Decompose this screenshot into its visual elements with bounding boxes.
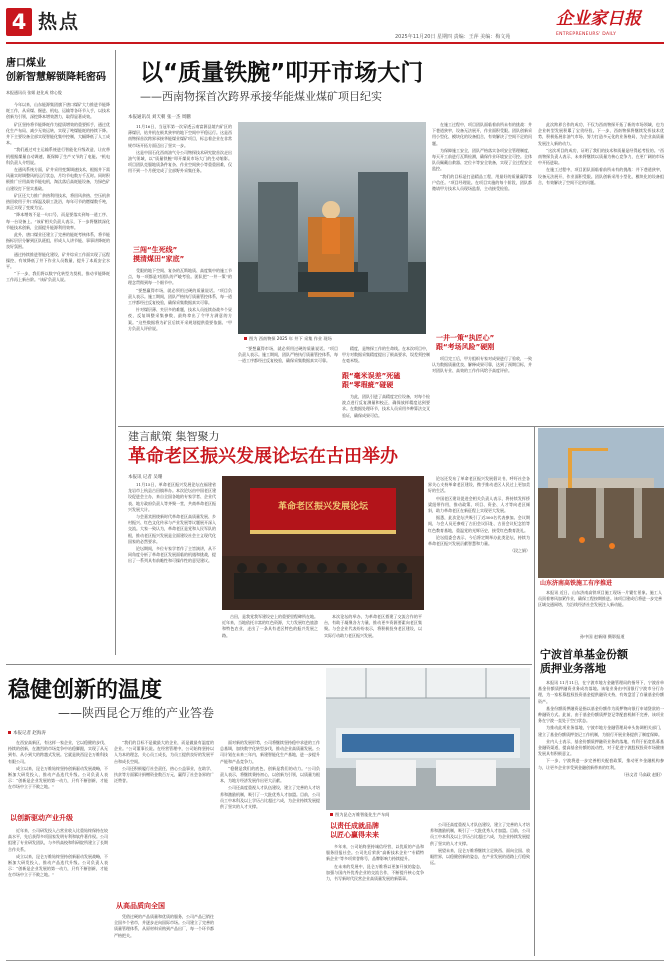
paragraph: “这次项目的成功，证明了我们的技术和质量是经得起考验的。”西南物探负责人表示，未来将继续以质量为核心竞争力，在更广阔的市场中开拓进取。: [538, 147, 664, 166]
paragraph: 本报讯 近日，山东济南高铁项目施工现场一片繁忙景象。施工人员顶着寒风加紧作业，确保工程按期推进。该项目建成后将进一步完善区域交通网络，为沿线经济社会发展注入新动能。: [538, 590, 662, 608]
mid-story-byline: 本报讯 记者 吴珊: [128, 475, 163, 480]
main-col-1: [128, 124, 232, 242]
rail-credit: 孙中国 赵新刚 摄影报道: [580, 634, 625, 639]
forum-illustration: [222, 476, 424, 610]
paragraph: 今年以来，山东能源集团旗下唐口煤矿大力推进节能降耗工作，从采煤、掘进、机电、运输等各环节入手，以技术创新为引领，深挖降本增效潜力，取得显著成效。: [6, 102, 110, 120]
right-story-body: [538, 680, 664, 958]
paragraph: 11月16日，当冠军第一次穿透云南富源县境内矿区的薄煤层，钻井机在极其狭窄的地下空间中平稳运行。这是西南物探首次跨界承接华能煤业煤矿项目，标志着企业在非常规市场开拓方面迈出了坚实一步。: [128, 124, 232, 148]
paragraph: 精度，是物探工作的生命线。在本次项目中，甲方对数据采集精度提出了极高要求，误差须控制在毫米级。: [342, 346, 430, 364]
section-divider: [6, 664, 532, 665]
paragraph: “我们的目标不是做最大的企业，而是做最有温度的企业。”公司董事长说。在经营管理中，公司始终坚持以人为本的理念，关心员工成长，为员工提供良好的发展平台和成长空间。: [114, 740, 214, 764]
main-col-2: [238, 346, 338, 420]
main-col2-subhead: 跟“毫米误差”死磕 跟“零瑕疵”碰硬: [342, 372, 401, 389]
paragraph: 为推动此项业务落地，宁波市地方金融管理局牵头协调相关部门，建立了基金份额质押登记工作机制，为银行开展业务提供了制度保障。: [538, 725, 664, 737]
bottom-story-subtitle: ——陕西昆仑万维的产业答卷: [58, 706, 215, 720]
rail-illustration: [538, 428, 664, 578]
paragraph: “稳健是我们的底色，创新是我们的动力。”公司负责人表示，将继续秉持初心，以创新为引领，以质量为根本，为地方经济发展作出更大贡献。: [220, 765, 320, 784]
paragraph: 11月15日，革命老区振兴发展论坛在福建省龙岩市上杭县古田镇举办。本次论坛由中国老区建设促进会主办，来自全国各地的专家学者、企业代表、地方政府负责人等齐聚一堂，共商革命老区振兴发展大计。: [128, 482, 216, 512]
paragraph: 据悉，此次论坛共吸引了近300名代表参加。会议期间，与会人员还参观了古田会议旧址、古田会议纪念馆等红色教育基地，重温党的光辉历史，接受红色教育洗礼。: [428, 515, 530, 533]
main-story-subtitle: ——西南物探首次跨界承接华能煤业煤矿项目纪实: [140, 90, 382, 103]
paragraph: “下一步，我们将以数字化转型为契机，推动节能降耗工作再上新台阶。”该矿负责人说。: [6, 271, 110, 283]
paragraph: 多年来，公司始终坚持诚信经营，以优质的产品和服务回报社会。公司先后荣获“高新技术企业”“专精特新企业”等多项荣誉称号，品牌影响力持续提升。: [326, 844, 424, 862]
masthead: 企业家日报: [556, 9, 641, 29]
forum-banner-text: 革命老区振兴发展论坛: [277, 502, 368, 512]
paragraph: 为保障施工安全，团队严格落实各项安全管理制度，每天开工前进行瓦斯检测，确保作业环境安全可控。全体队员佩戴自救器、定位卡等安全装备，实现了全过程安全监控。: [432, 147, 532, 172]
page-header: [0, 0, 670, 44]
factory-photo-caption: [330, 812, 389, 818]
bottom-story-byline: [8, 730, 46, 736]
paragraph: “降本增效不是一句口号，而是要落实到每一道工序、每一台设备上。”该矿相关负责人表示，下一步将继续深化节能技术创新，全面提升能源利用效率。: [6, 212, 110, 230]
mid-story-title: 革命老区振兴发展论坛在古田举办: [128, 446, 398, 467]
rail-caption-title: 山东济南高铁施工有序推进: [540, 580, 613, 587]
paragraph: 针对煤层薄、夹层多的难题，技术人员连续奋战多个昼夜，反复调整采集参数，最终拿出了令甲方满意的方案。“这些数据将为矿区后续开采规划提供重要依据。”甲方负责人评价说。: [128, 307, 232, 331]
bottom-col-3: [220, 740, 320, 958]
bottom-col1-subhead: 以创新驱动产业升级: [10, 814, 73, 822]
paragraph: 在未来的发展中，昆仑万维将以更加开放的姿态，加强与国内外优秀企业的交流合作，不断提升核心竞争力，书写新时代民营企业高质量发展的新篇章。: [326, 863, 424, 882]
factory-illustration: [326, 668, 530, 810]
bottom-col4-subhead: 以责任成就品牌 以匠心赢得未来: [330, 822, 379, 839]
bottom-col-2b: [114, 914, 214, 958]
paragraph: 矿区坚持将节能降耗作为提质增效的重要抓手，通过优化生产布局、减少无效运转，实现了吨煤能耗的持续下降。井下主要设备全部实现智能化集中控制，大幅降低了人工成本。: [6, 121, 110, 146]
left-story-body: [6, 102, 110, 652]
left-story-title-1: 唐口煤业: [6, 58, 46, 69]
paragraph: 在施工过程中，项目团队面临着前所未有的挑战：井下巷道狭窄，设备无法展开，作业面积受限。团队创新采用小型化、模块化的设备组合，有效解决了空间不足的问题。: [432, 122, 532, 146]
mid-col-3: [324, 614, 422, 660]
red-square-icon: [330, 813, 333, 816]
paragraph: 通过持续推进智能化建设，矿井综采工作面实现了远程操控，有效降低了井下作业人员数量，提升了本质安全水平。: [6, 251, 110, 270]
paragraph: 项目完工后，甲方组织专家对成果进行了验收，一致认为数据质量优良、解释成果可靠，达到了预期目标，并对团队专业、高效的工作作风给予高度评价。: [432, 356, 532, 374]
paragraph: 论坛组委会表示，今后将定期举办此类论坛，持续为革命老区振兴发展贡献智慧和力量。: [428, 534, 530, 547]
mid-col-1: [128, 482, 216, 660]
bottom-col-1b: [8, 828, 108, 958]
red-square-icon: [8, 731, 11, 734]
rail-caption-text: [538, 590, 662, 632]
main-col-1b: [128, 268, 232, 346]
bottom-col-4: [326, 844, 424, 958]
main-story-photo: [238, 122, 426, 334]
main-col-4: [538, 122, 664, 422]
mid-col-2: [222, 614, 318, 660]
paragraph: 凭借过硬的产品质量和优质的服务，公司产品已销往全国多个省市，并逐步走向国际市场。公司建立了完善的质量管理体系，从原材料采购到产品出厂，每一个环节都严格把关。: [114, 914, 214, 938]
main-col1-subhead: 三闯“生死线” 摸清煤田“家底”: [133, 246, 185, 263]
main-col-3b: [432, 356, 532, 422]
paragraph: 在通风系统方面，矿井采用变频调速技术，根据井下需风量实时调整风机运行状态，月均节电数万千瓦时。同时积极推广应用高效节能电机，淘汰落后高耗能设备，为绿色矿山建设打下坚实基础。: [6, 167, 110, 191]
section-divider: [118, 426, 664, 427]
rail-photo: [538, 428, 664, 578]
factory-photo: [326, 668, 530, 810]
caption-text: 图为 西南物探 2025 年 井下 采集 作业 现场: [249, 336, 332, 341]
paragraph: 业内人士表示，基金份额质押融资业务的落地，有利于拓宽私募基金融资渠道，提高基金份额的流动性，对于促进宁波股权投资市场健康发展具有积极意义。: [538, 738, 664, 757]
main-col-2c: [342, 394, 430, 424]
left-story: [6, 50, 112, 655]
left-story-byline: 本报通讯员 张姬 赵化成 徐心俊: [6, 90, 62, 95]
paragraph: 这是中国石化西南油气分公司物探技术研究院首次走出油气领域，以“质量铁腕”叩开煤炭市场大门的生动缩影。项目团队克服地质条件复杂、作业空间狭小等重重困难，仅用不到一个月便完成了全部野外采集任务。: [128, 149, 232, 174]
paragraph: 论坛期间，多位专家学者作了主旨演讲，从不同角度分析了革命老区发展面临的机遇和挑战，提出了一系列具有前瞻性和可操作性的意见建议。: [128, 546, 216, 564]
bottom-col-2: [114, 740, 214, 900]
left-story-title-2: 创新智慧解锁降耗密码: [6, 72, 106, 83]
masthead-en: ENTREPRENEURS' DAILY: [556, 32, 617, 37]
section-name: 热点: [38, 11, 81, 33]
paragraph: （孙文君 马高政 赵阳）: [621, 771, 664, 777]
footer-rule: [6, 960, 664, 961]
right-story-title-2: 质押业务落地: [540, 662, 606, 675]
paragraph: 古田，是我党我军建设史上的重要里程碑所在地。近年来，当地依托丰富的红色资源，大力发展红色旅游和特色农业，走出了一条具有老区特色的振兴发展之路。: [222, 614, 318, 638]
paragraph: 公司还积极履行社会责任，热心公益事业，在助学、扶贫等方面累计捐赠资金数百万元，赢得了社会各界的广泛赞誉。: [114, 765, 214, 784]
paragraph: 论坛还发布了革命老区振兴发展倡议书，呼吁社会各界关心支持革命老区建设，携手推动老区人民过上更加美好的生活。: [428, 476, 530, 494]
page-number: 4: [11, 10, 27, 34]
paragraph: 受限的地下空间、复杂的瓦斯地质、高度集中的施工节点，每一项都是对团队的严峻考验。团队把“一井一策”的理念贯彻到每一个细节中。: [128, 268, 232, 286]
paragraph: “我们的目标是打造精品工程，用最好的质量赢得客户信任。”项目经理说。在项目实施的每个阶段，团队都邀请甲方技术人员现场监督，主动接受检验。: [432, 173, 532, 192]
main-story-title: 以“质量铁腕”叩开市场大门: [140, 60, 424, 86]
paragraph: 与会嘉宾围绕新时代革命老区高质量发展、乡村振兴、红色文化传承与产业发展等议题展开深入交流。大家一致认为，革命老区是党和人民军队的根，推动老区振兴发展是全面建设社会主义现代化国家的必然要求。: [128, 514, 216, 544]
bottom-col-5: [430, 822, 530, 958]
bottom-story-title: 稳健创新的温度: [8, 678, 163, 703]
paragraph: 成立以来，昆仑万维始终坚持创新驱动发展战略，不断加大研发投入，推动产品迭代升级。公司负责人表示：“创新是企业发展的第一动力，只有不断创新，才能在市场中立于不败之地。”: [8, 765, 108, 790]
paragraph: 本报讯 11月11日，在宁波市地方金融管理局的指导下，宁波首单基金份额质押融资业务成功落地。该笔业务由中国银行宁波市分行办理，为一家私募股权投资基金提供融资支持，有效盘活了存量基金份额资产。: [538, 680, 664, 704]
paragraph: 下一步，宁波将进一步完善相关配套政策，推动更多金融机构参与，让更多企业享受到金融创新带来的红利。: [538, 758, 664, 770]
right-story-title-1: 宁波首单基金份额: [540, 648, 628, 661]
mid-col-4: [428, 476, 530, 660]
paragraph: （段之娟）: [510, 548, 530, 554]
paragraph: 在西安高新区，有这样一家企业，它以稳健的步伐、持续的创新，在激烈的市场竞争中站稳脚跟，实现了从无到有、从小到大的跨越式发展。它就是陕西昆仑万维科技有限公司。: [8, 740, 108, 764]
page-number-badge: [6, 8, 32, 36]
bottom-col2-subhead: 从高品质向全国: [116, 902, 165, 910]
paragraph: 成立以来，昆仑万维始终坚持创新驱动发展战略，不断加大研发投入，推动产品迭代升级。公司负责人表示：“创新是企业发展的第一动力，只有不断创新，才能在市场中立于不败之地。”: [8, 853, 108, 878]
bottom-col-1: [8, 740, 108, 812]
date-line: 2025年11月20日 星期四 责编：王萍 美编：梅文苑: [395, 34, 511, 40]
main-col3-subhead: 一井一策“执匠心” 跟“考场风险”硬刚: [436, 334, 495, 351]
paragraph: 此外，唐口煤业还建立了完善的能耗考核体系，将节能指标层层分解到区队班组，形成人人讲节能、事事讲降耗的良好氛围。: [6, 232, 110, 250]
column-divider: [115, 50, 116, 655]
paragraph: 基金份额质押融资是指以基金份额作为质押物向银行申请贷款的一种融资方式。此前，由于基金份额质押登记等配套机制不完善，该项业务在宁波一直处于空白状态。: [538, 705, 664, 724]
header-rule: [6, 42, 664, 44]
red-square-icon: [244, 337, 247, 340]
main-photo-caption: [244, 336, 430, 342]
paragraph: 本次论坛的举办，为革命老区搭建了交流合作的平台，有助于凝聚各方力量，推动更多资源要素向老区集聚。与会企业代表纷纷表示，将积极投身老区建设，以实际行动助力老区振兴发展。: [324, 614, 422, 638]
main-story-byline: 本报通讯员 刘天朝 张一杰 周鹏: [128, 115, 191, 120]
paragraph: 在施工过程中，项目团队面临着前所未有的挑战：井下巷道狭窄，设备无法展开，作业面积受限。团队创新采用小型化、模块化的设备组合，有效解决了空间不足的问题。: [538, 167, 664, 185]
main-col-2b: [342, 346, 430, 370]
paragraph: 矿区还大力推广余热利用技术，将回风余热、空压机余热回收用于井口保温及职工洗浴，每年可节约燃煤数千吨，真正实现了变废为宝。: [6, 192, 110, 211]
paragraph: 展望未来，昆仑万维将继续立足陕西、面向全国、放眼世界，以稳健创新的姿态，在产业发展的道路上行稳致远。: [430, 847, 530, 866]
byline-text: 本报记者 赵海涛: [13, 731, 46, 736]
paragraph: “要想赢得市场，就必须用过硬的质量说话。”项目负责人表示。施工期间，团队严格执行质量管控体系，每一道工序都经过反复校验，确保采集数据真实可靠。: [238, 346, 338, 364]
paragraph: “要想赢得市场，就必须用过硬的质量说话。”项目负责人表示。施工期间，团队严格执行质量管控体系，每一道工序都经过反复校验，确保采集数据真实可靠。: [128, 287, 232, 306]
main-photo-illustration: [238, 122, 426, 334]
caption-text: 图为昆仑万维智能化生产车间: [335, 812, 390, 817]
paragraph: 面对新的发展形势，公司将继续坚持稳中求进的工作总基调，加快数字化转型步伐，推动企业高质量发展。公司计划在未来三年内，新建智能化生产基地，进一步提升产能和产品竞争力。: [220, 740, 320, 764]
paragraph: 近年来，公司研发投入占营业收入比重始终保持在较高水平，先后获得多项国家发明专利和软件著作权。公司组建了专业研发团队，与多所高校和科研院所建立了长期合作关系。: [8, 828, 108, 852]
paragraph: “我们通过对主运输系统进行智能化升级改造，让皮带机根据煤量自动调速，既保障了生产又节约了电能。”机电科负责人介绍说。: [6, 147, 110, 165]
main-col-3: [432, 122, 532, 332]
paragraph: 为此，团队引进了高精度定位设备，对每个检波点进行反复测量和校正，确保放样精度达到要求。在数据处理环节，技术人员采用多种算法交叉验证，确保成果可信。: [342, 394, 430, 418]
paragraph: 中国老区建设促进会相关负责人表示，将持续发挥桥梁纽带作用，推动政策、项目、资金、人才等向老区倾斜，助力革命老区在新征程上实现更大发展。: [428, 495, 530, 514]
paragraph: 公司还高度重视人才队伍建设，建立了完善的人才培养和激励机制，吸引了一大批优秀人才加盟。目前，公司员工中本科及以上学历占比超过六成，为企业持续发展提供了坚实的人才支撑。: [220, 785, 320, 810]
column-divider: [534, 426, 535, 956]
paragraph: 公司还高度重视人才队伍建设，建立了完善的人才培养和激励机制，吸引了一大批优秀人才加盟。目前，公司员工中本科及以上学历占比超过六成，为企业持续发展提供了坚实的人才支撑。: [430, 822, 530, 846]
mid-story-kicker: 建言献策 集智聚力: [128, 430, 220, 443]
paragraph: 此次跨界合作的成功，不仅为西南物探开拓了新的市场领域，也为企业转型发展积累了宝贵经验。下一步，西南物探将继续发挥技术优势，积极拓展非油气市场，努力打造多元化的业务格局，为企业高质量发展注入新的动力。: [538, 122, 664, 146]
forum-photo: [222, 476, 424, 610]
